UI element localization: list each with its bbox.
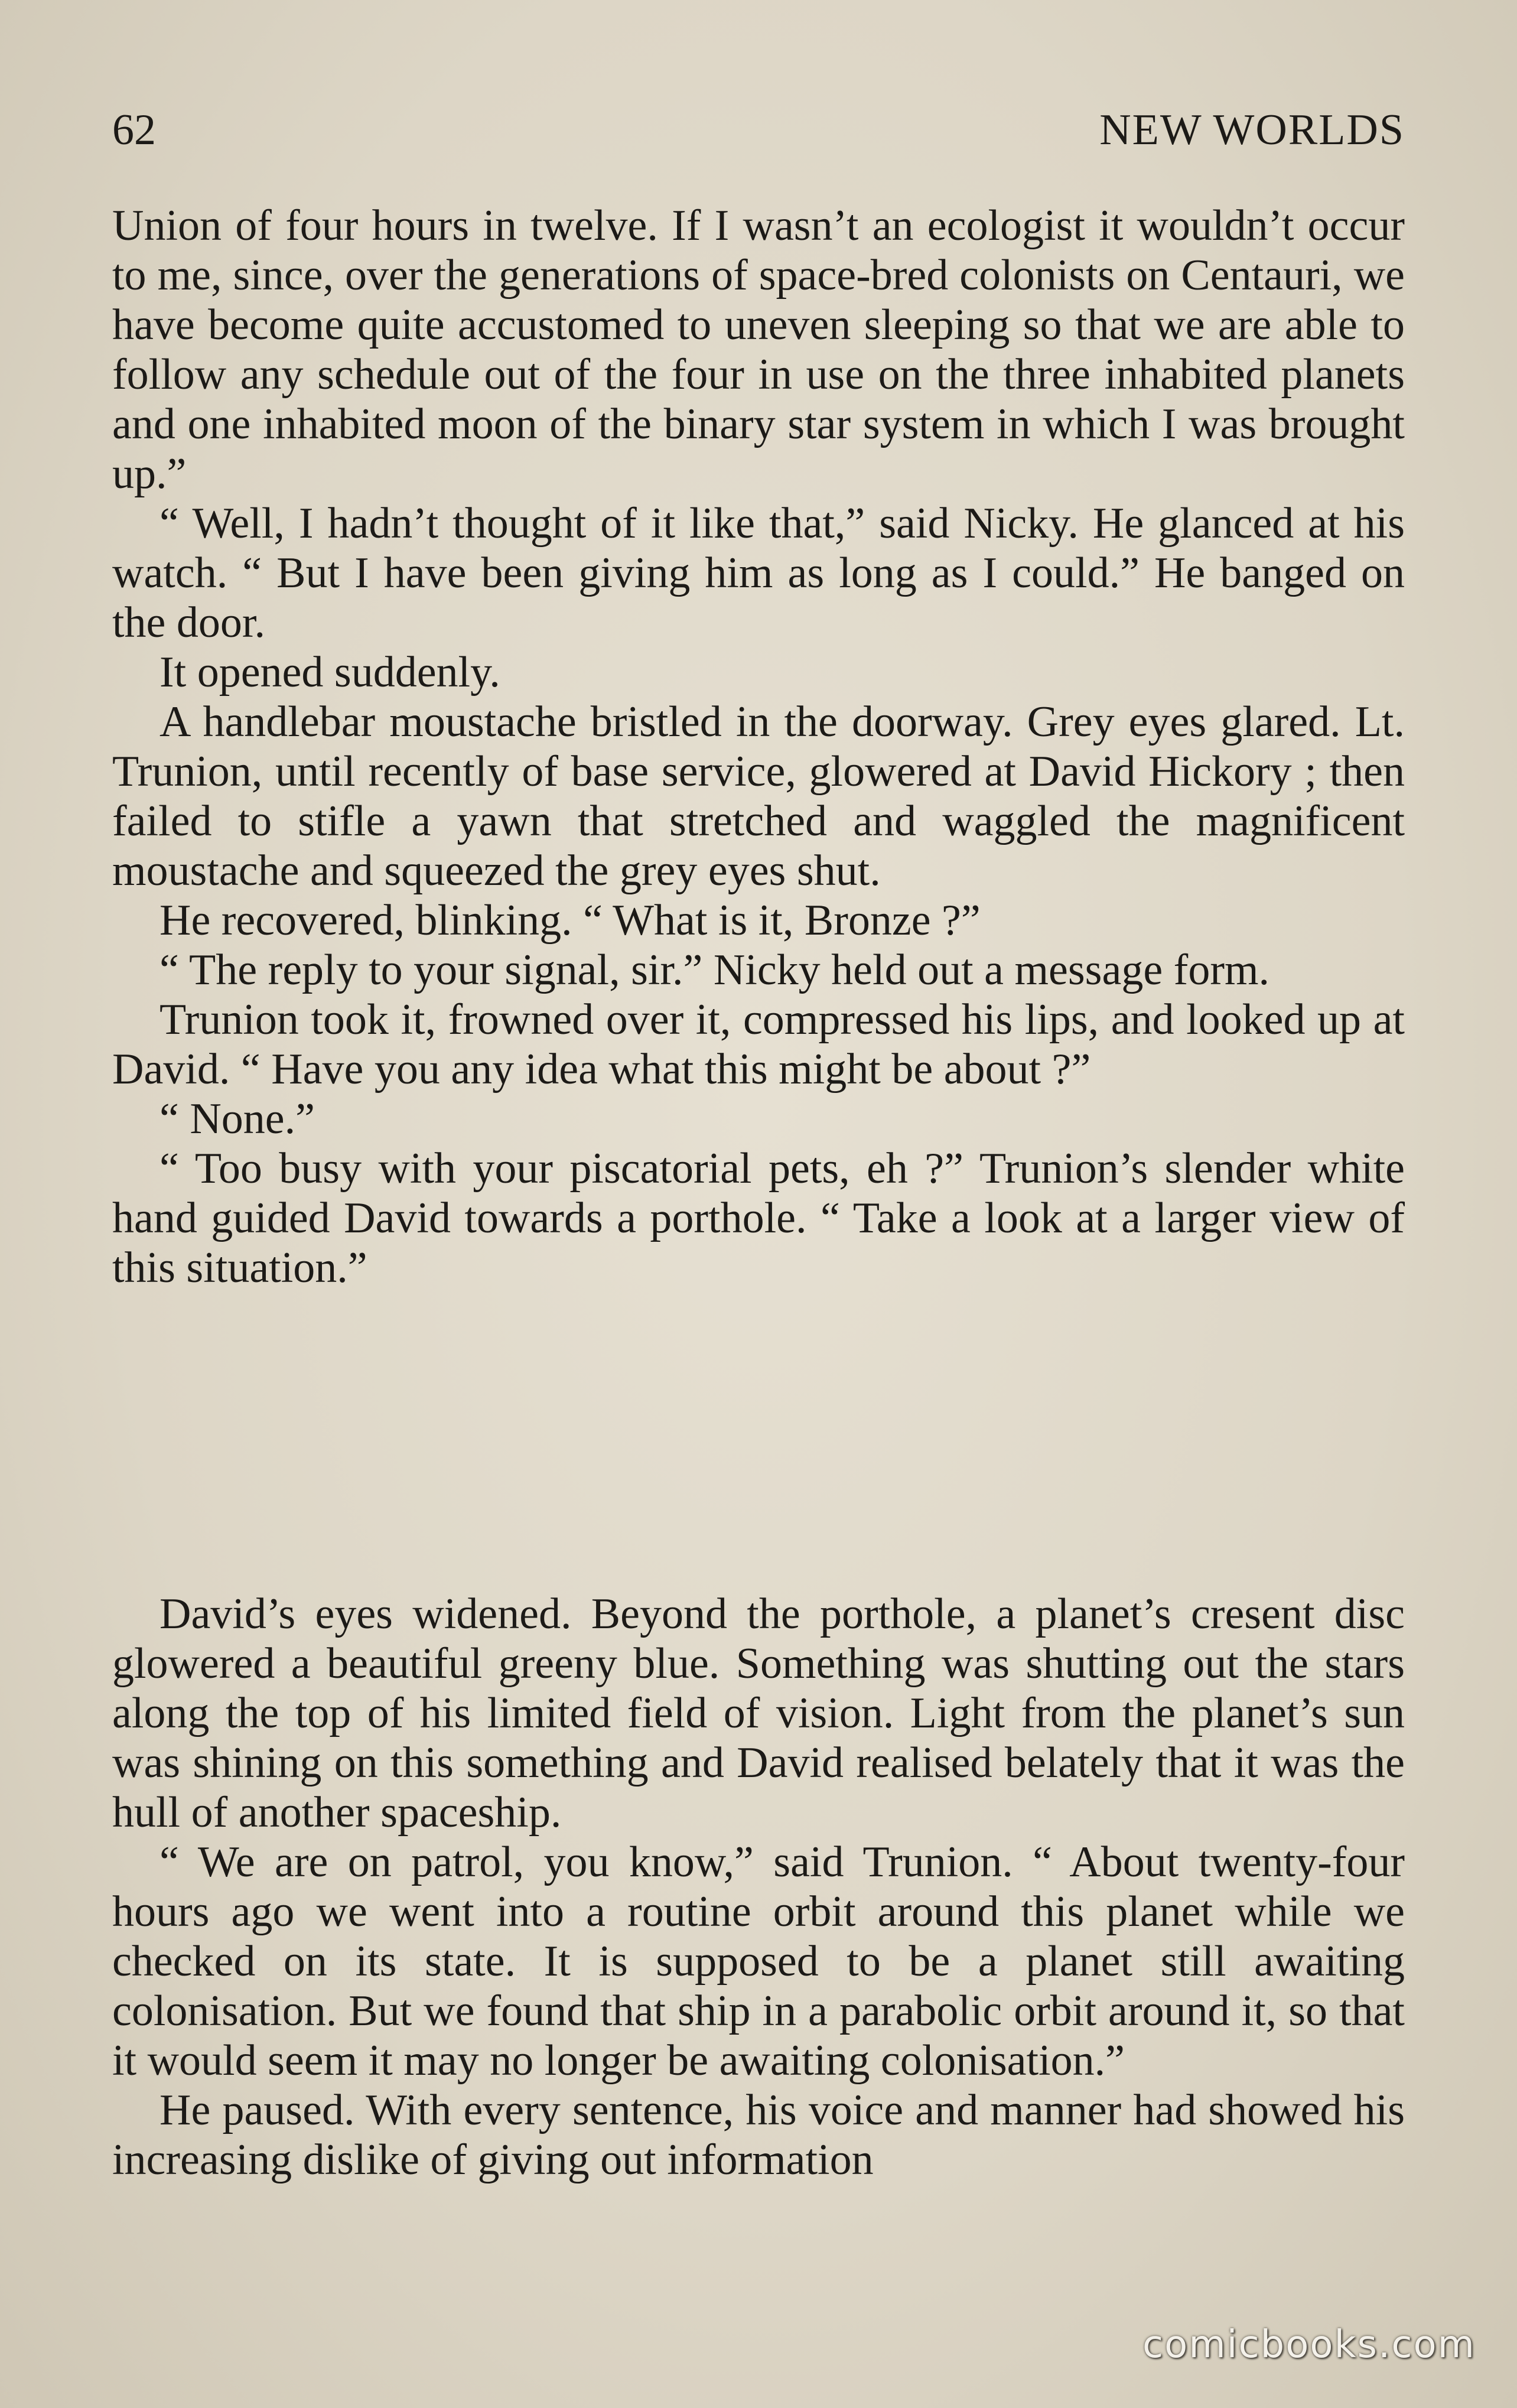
paragraph: “ Too busy with your piscatorial pets, eh ?” Trunion’s slender white hand guided David towards a porthole. “ Take a look at a larger view of this situation.”	[112, 1144, 1405, 1292]
watermark: comicbooks.com	[1142, 2323, 1476, 2367]
page-header	[112, 100, 1405, 160]
text-section-2	[112, 1589, 1405, 2185]
paragraph: It opened suddenly.	[159, 648, 500, 697]
paragraph: He paused. With every sentence, his voice and manner had showed his increasing dislike of giving out information	[112, 2086, 1405, 2184]
paragraph: A handlebar moustache bristled in the doorway. Grey eyes glared. Lt. Trunion, until recently of base service, glowered at David Hickory ; then failed to stifle a yawn that stretched and waggled the magnificent moustache and squeezed the grey eyes shut.	[112, 698, 1405, 895]
paragraph: Union of four hours in twelve. If I wasn’t an ecologist it wouldn’t occur to me, since, over the generations of space-bred colonists on Centauri, we have become quite accustomed to uneven sleeping so that we are able to follow any schedule out of the four in use on the three inhabited planets and one inhabited moon of the binary star system in which I was brought up.”	[112, 201, 1405, 498]
paragraph: He recovered, blinking. “ What is it, Bronze ?”	[159, 896, 981, 945]
paragraph: “ The reply to your signal, sir.” Nicky held out a message form.	[159, 946, 1270, 994]
page-number: 62	[112, 106, 156, 154]
running-head: NEW WORLDS	[1099, 106, 1405, 154]
paragraph: Trunion took it, frowned over it, compressed his lips, and looked up at David. “ Have you any idea what this might be about ?”	[112, 995, 1405, 1094]
paragraph: “ None.”	[159, 1095, 315, 1143]
paragraph: David’s eyes widened. Beyond the porthole, a planet’s cresent disc glowered a beautiful greeny blue. Something was shutting out the stars along the top of his limited field of vision. Light from the planet’s sun was shining on this something and David realised belately that it was the hull of another spaceship.	[112, 1590, 1405, 1837]
paragraph: “ We are on patrol, you know,” said Trunion. “ About twenty-four hours ago we went into a routine orbit around this planet while we checked on its state. It is supposed to be a planet still awaiting colonisation. But we found that ship in a parabolic orbit around it, so that it would seem it may no longer be awaiting colonisation.”	[112, 1838, 1405, 2085]
text-section-1	[112, 201, 1405, 1293]
paragraph: “ Well, I hadn’t thought of it like that,” said Nicky. He glanced at his watch. “ But I have been giving him as long as I could.” He banged on the door.	[112, 499, 1405, 647]
